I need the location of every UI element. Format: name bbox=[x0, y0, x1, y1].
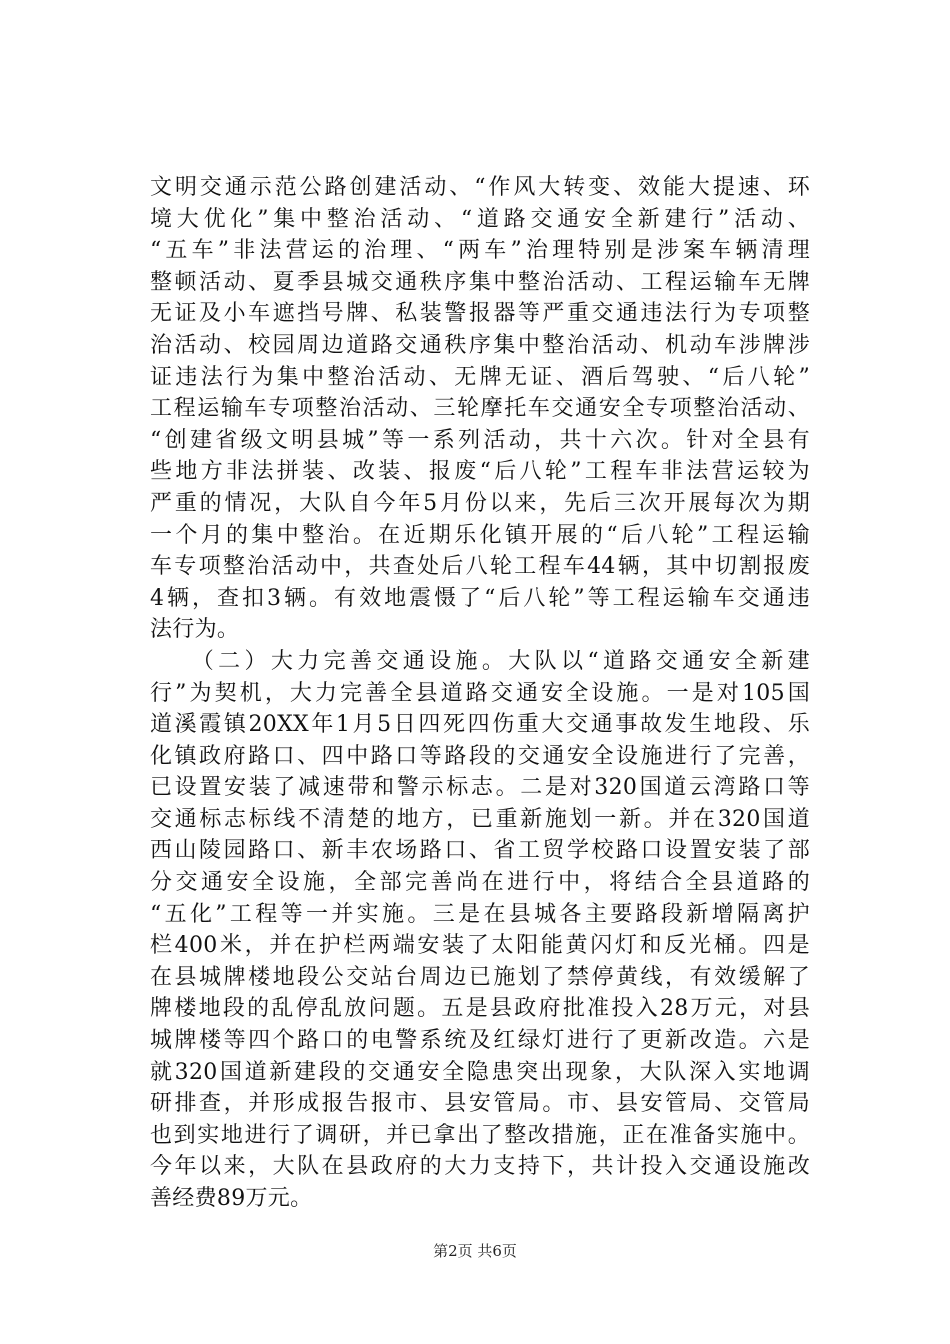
text-line: 4辆，查扣3辆。有效地震慑了“后八轮”等工程运输车交通违 bbox=[150, 585, 810, 611]
text-line: 些地方非法拼装、改装、报废“后八轮”工程车非法营运较为 bbox=[150, 459, 810, 485]
text-line: 西山陵园路口、新丰农场路口、省工贸学校路口设置安装了部 bbox=[150, 838, 810, 864]
text-line: 文明交通示范公路创建活动、“作风大转变、效能大提速、环 bbox=[150, 175, 810, 200]
text-line: 善经费89万元。 bbox=[150, 1186, 313, 1211]
text-line: （二）大力完善交通设施。大队以“道路交通安全新建 bbox=[150, 648, 810, 674]
text-line: 道溪霞镇20XX年1月5日四死四伤重大交通事故发生地段、乐 bbox=[150, 712, 810, 738]
text-line: “五车”非法营运的治理、“两车”治理特别是涉案车辆清理 bbox=[150, 238, 810, 264]
text-line: 一个月的集中整治。在近期乐化镇开展的“后八轮”工程运输 bbox=[150, 522, 810, 548]
text-line: 分交通安全设施，全部完善尚在进行中，将结合全县道路的 bbox=[150, 870, 810, 896]
text-line: 栏400米，并在护栏两端安装了太阳能黄闪灯和反光桶。四是 bbox=[150, 933, 810, 959]
text-line: 境大优化”集中整治活动、“道路交通安全新建行”活动、 bbox=[150, 206, 810, 232]
text-line: 无证及小车遮挡号牌、私装警报器等严重交通违法行为专项整 bbox=[150, 301, 810, 327]
text-line: 车专项整治活动中，共查处后八轮工程车44辆，其中切割报废 bbox=[150, 554, 810, 580]
text-line: 在县城牌楼地段公交站台周边已施划了禁停黄线，有效缓解了 bbox=[150, 964, 810, 990]
page-footer: 第2页 共6页 bbox=[433, 1242, 517, 1260]
body-text bbox=[150, 172, 810, 1215]
text-line: 已设置安装了减速带和警示标志。二是对320国道云湾路口等 bbox=[150, 775, 810, 801]
text-line: 牌楼地段的乱停乱放问题。五是县政府批准投入28万元，对县 bbox=[150, 996, 810, 1022]
text-line: 严重的情况，大队自今年5月份以来，先后三次开展每次为期 bbox=[150, 490, 810, 516]
text-line: “创建省级文明县城”等一系列活动，共十六次。针对全县有 bbox=[150, 427, 810, 453]
text-line: 证违法行为集中整治活动、无牌无证、酒后驾驶、“后八轮” bbox=[150, 364, 810, 390]
text-line: 就320国道新建段的交通安全隐患突出现象，大队深入实地调 bbox=[150, 1059, 810, 1085]
text-line: 今年以来，大队在县政府的大力支持下，共计投入交通设施改 bbox=[150, 1154, 810, 1180]
text-line: 治活动、校园周边道路交通秩序集中整治活动、机动车涉牌涉 bbox=[150, 332, 810, 358]
text-line: 研排查，并形成报告报市、县安管局。市、县安管局、交管局 bbox=[150, 1091, 810, 1117]
text-line: 工程运输车专项整治活动、三轮摩托车交通安全专项整治活动、 bbox=[150, 396, 810, 422]
text-line: 法行为。 bbox=[150, 617, 240, 643]
text-line: 行”为契机，大力完善全县道路交通安全设施。一是对105国 bbox=[150, 680, 810, 706]
text-line: 化镇政府路口、四中路口等路段的交通安全设施进行了完善， bbox=[150, 743, 810, 769]
text-line: 也到实地进行了调研，并已拿出了整改措施，正在准备实施中。 bbox=[150, 1122, 810, 1148]
text-line: 整顿活动、夏季县城交通秩序集中整治活动、工程运输车无牌 bbox=[150, 269, 810, 295]
text-line: 交通标志标线不清楚的地方，已重新施划一新。并在320国道 bbox=[150, 806, 810, 832]
text-line: “五化”工程等一并实施。三是在县城各主要路段新增隔离护 bbox=[150, 901, 810, 927]
text-line: 城牌楼等四个路口的电警系统及红绿灯进行了更新改造。六是 bbox=[150, 1028, 810, 1054]
